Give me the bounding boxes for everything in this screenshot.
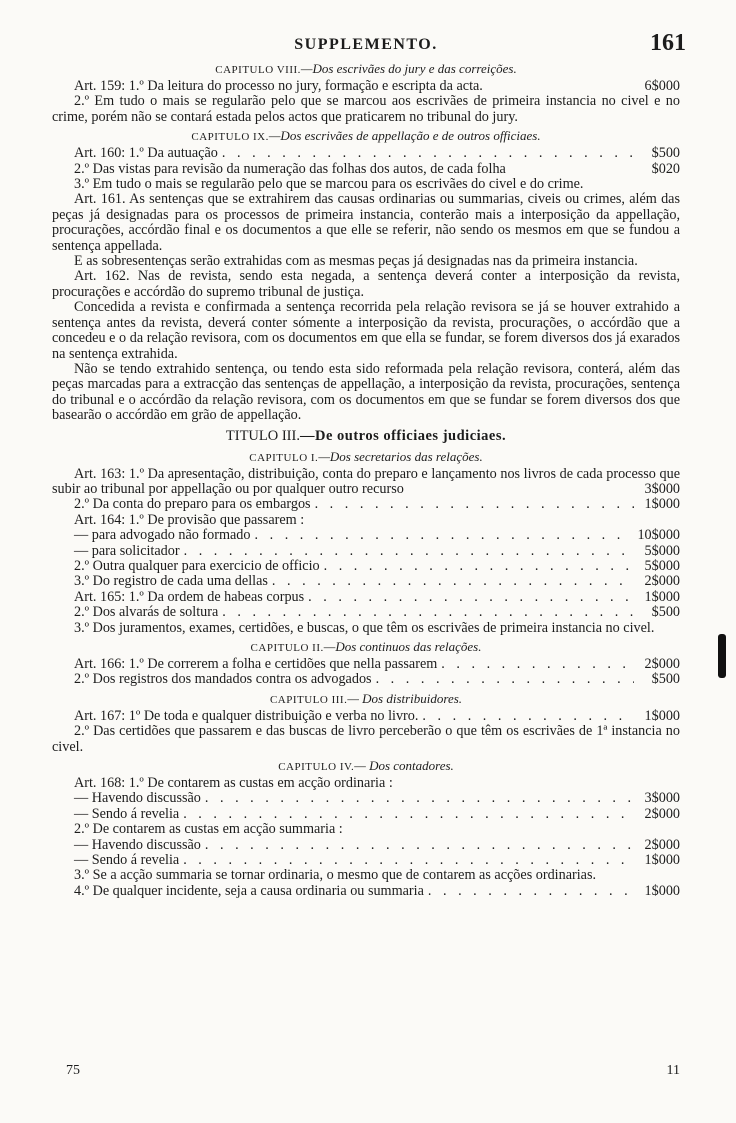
chapter-label: CAPITULO I. [249,451,319,464]
article-164-item-1a [52,528,680,543]
entry-text: — para advogado não formado [74,527,251,544]
article-167-item-2: 2.º Das certidões que passarem e das buscas de livro perceberão o que têm os escrivães de 1ª instancia no civel. [52,723,680,755]
dot-leader [218,146,634,161]
chapter-2-heading [52,638,680,657]
chapter-title: —Dos continuos das relações. [323,639,482,654]
running-header [52,30,686,58]
article-159 [52,79,680,94]
title-label: TITULO III. [225,427,300,444]
entry-text: 2.º De contarem as custas em acção summaria : [74,821,343,838]
article-162-p2: Concedida a revista e confirmada a sentença recorrida pela relação revisora se já se houver extrahido a sentença antes da revista, deverá conter sómente a interposição da revista, procurações, o accórdão que a concedeu e o da relação revisora, com os documentos em que ella se fundar, se forem diversos dos já exarados na sentença extrahida. [52,299,680,362]
entry-text: — para solicitador [74,542,180,559]
dot-leader [437,657,634,672]
entry-text: 2.º Outra qualquer para exercicio de officio [74,557,320,574]
entry-value: $020 [651,160,680,177]
article-166-item-2 [52,672,680,687]
entry-text: 2.º Da conta do preparo para os embargos [74,496,311,513]
entry-text: 2.º Dos registros dos mandados contra os advogados [74,671,372,688]
article-164-item-2 [52,559,680,574]
dot-leader [304,590,634,605]
dot-leader [268,574,634,589]
page-number: 161 [650,30,686,56]
article-164 [52,513,680,528]
article-161-p1: Art. 161. As sentenças que se extrahirem das causas ordinarias ou summarias, civeis ou crimes, além das peças já designadas para os processos de primeira instancia, conterão mais a interposição da appellação, procurações, accórdão final e os documentos a que elle se referir, não sendo os mesmos em que se fundou a sentença appellada. [52,191,680,254]
entry-text: — Havendo discussão [74,836,201,853]
dot-leader [218,605,634,620]
article-165-item-3: 3.º Dos juramentos, exames, certidões, e buscas, o que têm os escrivães de primeira instancia no civel. [74,619,655,636]
sheet-number: 11 [666,1063,680,1078]
dot-leader [372,672,634,687]
article-162-p3: Não se tendo extrahido sentença, ou tendo esta sido reformada pela relação revisora, conterá, além das peças marcadas para a extracção das sentenças de appellação, a interposição da revista, procurações, sentença do tribunal e o accórdão da relação revisora, com os documentos em que se fundar se forem diversos dos que basearão o accórdão em grão de appellação. [52,360,680,424]
chapter-8-heading [52,60,680,79]
entry-text: 2.º Das vistas para revisão da numeração das folhas dos autos, de cada folha [74,160,506,177]
entry-value: 2$000 [644,656,680,672]
article-159-item-2: 2.º Em tudo o mais se regularão pelo que se marcou aos escrivães de primeira instancia no civel e no crime, porém não se contará estada pelos actos que praticarem no tribunal do jury. [52,93,680,125]
title-3-heading [52,427,680,446]
document-page [52,30,686,899]
chapter-title: —Dos escrivães do jury e das correições. [300,61,517,76]
chapter-title: — Dos distribuidores. [347,690,463,706]
entry-value: 3$000 [644,480,680,497]
chapter-title: —Dos escrivães de appellação e de outros officiaes. [268,128,541,144]
article-168-item-2b [52,853,680,868]
dot-leader [311,497,634,512]
article-160-item-3: 3.º Em tudo o mais se regularão pelo que se marcou para os escrivães do civel e do crime. [74,176,584,193]
entry-value: 1$000 [644,852,680,869]
entry-value: $500 [651,671,680,688]
entry-text: Art. 160: 1.º Da autuação [74,145,218,162]
article-168-item-1b [52,807,680,822]
entry-text: 2.º Dos alvarás de soltura [74,604,219,621]
chapter-9-heading [52,127,680,146]
dot-leader [201,791,634,806]
entry-text: — Havendo discussão [74,790,201,807]
entry-value: 6$000 [644,78,680,94]
entry-value: 10$000 [637,527,680,544]
entry-text: 3.º Do registro de cada uma dellas [74,573,268,590]
chapter-title: —Dos secretarios das relações. [318,448,483,464]
dot-leader [418,709,634,724]
chapter-3-heading [52,690,680,709]
article-161-p2: E as sobresentenças serão extrahidas com as mesmas peças já designadas nas da primeira instancia. [74,253,638,270]
title-text: —De outros officiaes judiciaes. [299,427,507,444]
entry-text: Art. 159: 1.º Da leitura do processo no jury, formação e escripta da acta. [74,78,483,94]
entry-text: Art. 164: 1.º De provisão que passarem : [74,511,305,528]
margin-ink-mark [718,634,726,678]
entry-value: 2$000 [644,805,680,822]
article-168-item-2 [52,822,680,837]
entry-text: Art. 168: 1.º De contarem as custas em acção ordinaria : [74,775,393,792]
entry-text: — Sendo á revelia [74,852,180,869]
article-162-p1: Art. 162. Nas de revista, sendo esta negada, a sentença deverá conter a interposição da revista, procurações e accórdão do supremo tribunal de justiça. [52,268,680,300]
chapter-1-heading [52,448,680,467]
article-160-item-2 [52,162,680,177]
article-160 [52,146,680,161]
dot-leader [179,853,634,868]
chapter-title: — Dos contadores. [354,758,454,774]
article-165-item-2 [52,605,680,620]
dot-leader [180,544,634,559]
entry-value: $500 [651,145,680,162]
article-165 [52,590,680,605]
entry-value: 5$000 [644,557,680,574]
article-163 [52,467,680,498]
dot-leader [424,884,634,899]
chapter-label: CAPITULO IV. [278,761,355,774]
entry-value: 1$000 [644,588,680,605]
entry-text: Art. 163: 1.º Da apresentação, distribuição, conta do preparo e lançamento nos livros de cada processo que subir ao tribunal por appellação ou por qualquer outro recurso [52,465,680,497]
entry-value: 2$000 [644,836,680,853]
article-167 [52,709,680,724]
article-164-item-1b [52,544,680,559]
chapter-label: CAPITULO III. [269,693,348,706]
entry-text: Art. 165: 1.º Da ordem de habeas corpus [74,588,305,605]
entry-text: Art. 166: 1.º De correrem a folha e certidões que nella passarem [74,656,438,672]
article-168-item-3: 3.º Se a acção summaria se tornar ordinaria, o mesmo que de contarem as acções ordinarias. [74,867,597,884]
signature-mark: 75 [66,1063,80,1078]
article-168-item-1a [52,791,680,806]
entry-value: 2$000 [644,573,680,590]
entry-value: 1$000 [644,707,680,724]
chapter-label: CAPITULO II. [250,642,324,654]
article-168 [52,776,680,791]
dot-leader [251,528,632,543]
chapter-4-heading [52,757,680,776]
entry-value: 1$000 [644,882,680,899]
entry-text: Art. 167: 1º De toda e qualquer distribuição e verba no livro. [74,707,419,724]
article-166 [52,657,680,672]
chapter-label: CAPITULO VIII. [215,64,301,76]
entry-value: $500 [651,604,680,621]
article-168-item-4 [52,884,680,899]
dot-leader [320,559,634,574]
entry-value: 5$000 [644,542,680,559]
entry-value: 3$000 [644,790,680,807]
entry-text: 4.º De qualquer incidente, seja a causa ordinaria ou summaria [74,882,424,899]
entry-value: 1$000 [644,496,680,513]
dot-leader [201,838,634,853]
entry-text: — Sendo á revelia [74,805,180,822]
header-title: SUPPLEMENTO. [294,36,438,53]
dot-leader [179,807,634,822]
article-168-item-2a [52,838,680,853]
article-163-item-2 [52,497,680,512]
chapter-label: CAPITULO IX. [191,131,269,144]
article-164-item-3 [52,574,680,589]
